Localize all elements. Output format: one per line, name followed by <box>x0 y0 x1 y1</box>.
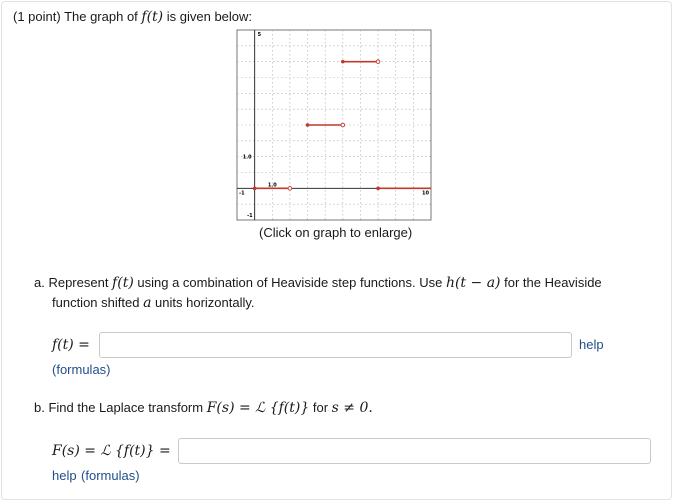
part-b-label: b. Find the Laplace transform <box>34 400 207 415</box>
formulas-a-link[interactable]: (formulas) <box>52 362 111 377</box>
part-b-question <box>34 400 373 416</box>
answer-a-label: f(t) = <box>52 337 90 353</box>
help-b-link[interactable]: help <box>52 468 77 483</box>
part-a-line2-start: function shifted <box>52 295 144 310</box>
header-tail: is given below: <box>163 9 253 24</box>
part-b-for: for <box>309 400 332 415</box>
part-a-label: a. Represent <box>34 275 113 290</box>
filled-endpoint <box>306 123 310 127</box>
problem-header <box>13 9 252 25</box>
open-endpoint <box>288 187 292 191</box>
open-endpoint <box>376 60 380 64</box>
enlarge-caption[interactable]: (Click on graph to enlarge) <box>259 225 413 240</box>
y-tick-label-bottom: -1 <box>247 213 253 219</box>
help-a-link[interactable]: help <box>579 337 604 352</box>
answer-a-input[interactable] <box>99 332 572 358</box>
part-a-question <box>34 275 602 291</box>
header-text: (1 point) The graph of <box>13 9 142 24</box>
x-tick-label-near-zero: 1.0 <box>267 182 277 189</box>
filled-endpoint <box>253 187 257 191</box>
answer-b-label: F(s) = ℒ {f(t)} = <box>52 443 171 459</box>
y-tick-label-top: 5 <box>257 32 262 38</box>
formulas-b-link[interactable]: (formulas) <box>81 468 140 483</box>
filled-endpoint <box>341 60 345 64</box>
part-a-function: f(t) <box>112 275 134 291</box>
part-a-tail: for the Heaviside <box>500 275 602 290</box>
part-a-line2-end: units horizontally. <box>151 295 255 310</box>
x-tick-label-left: -1 <box>239 190 245 197</box>
open-endpoint <box>341 123 345 127</box>
function-graph[interactable] <box>232 25 432 225</box>
part-a-var-a: a <box>143 295 152 311</box>
y-tick-label-mid: 1.0 <box>242 154 252 161</box>
filled-endpoint <box>376 187 380 191</box>
part-a-mid: using a combination of Heaviside step functions. Use <box>133 275 446 290</box>
part-b-condition: s ≠ 0. <box>331 400 373 416</box>
answer-b-input[interactable] <box>178 438 651 464</box>
part-a-heaviside: h(t − a) <box>445 275 501 291</box>
part-b-expr: F(s) = ℒ {f(t)} <box>206 400 310 416</box>
x-tick-label-right: 10 <box>422 190 429 197</box>
part-a-question-line2 <box>52 295 255 311</box>
header-function: f(t) <box>141 9 164 25</box>
help-formulas-b <box>52 467 140 485</box>
